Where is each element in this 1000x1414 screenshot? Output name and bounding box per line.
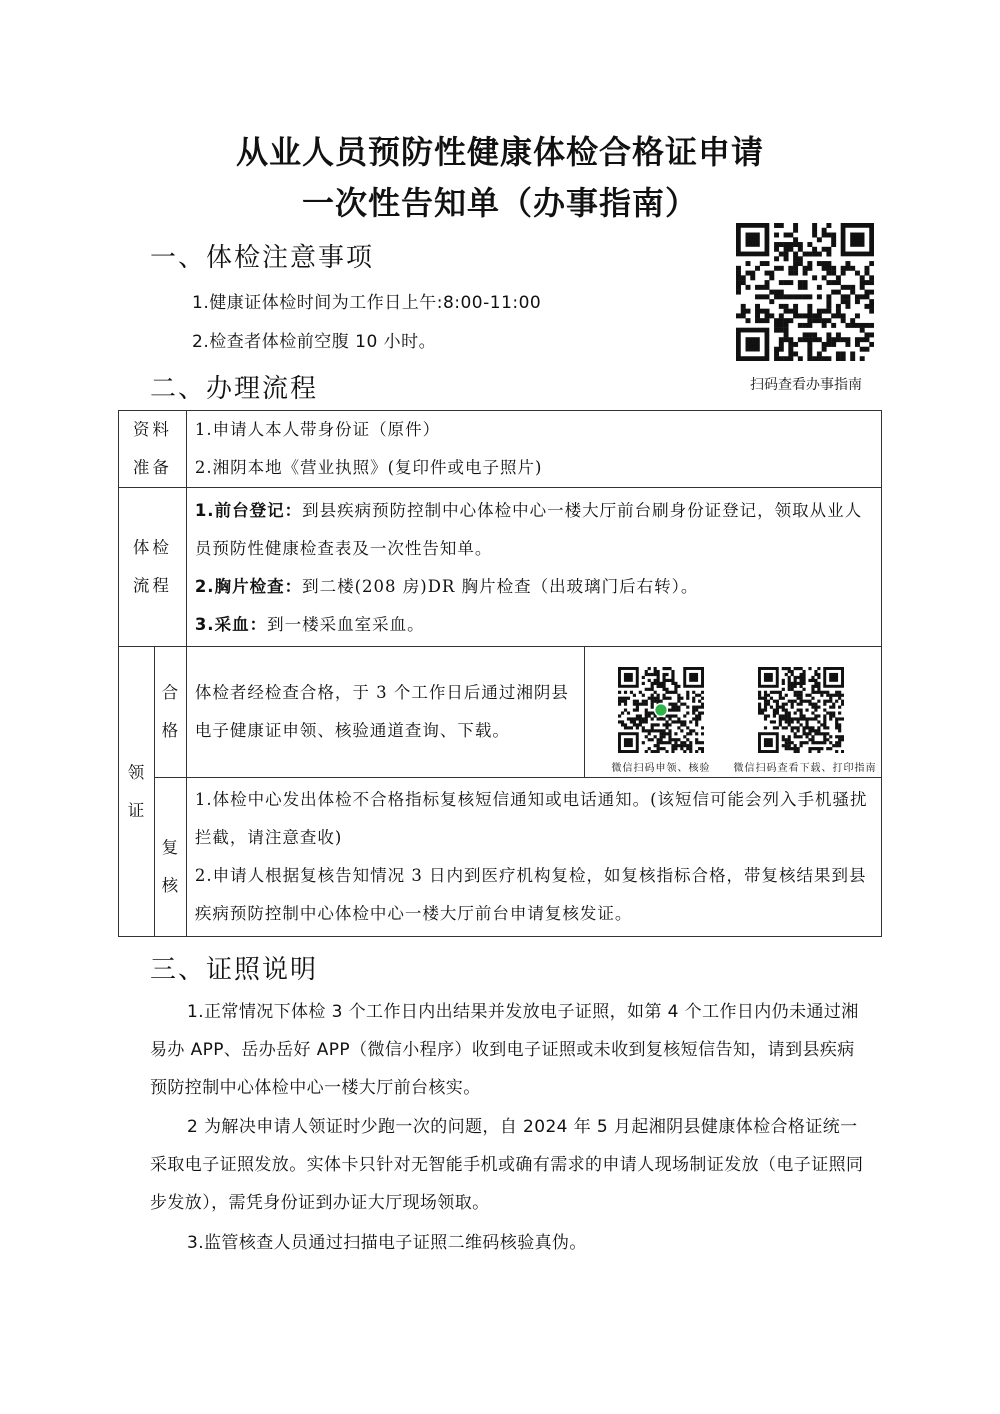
page-subtitle: 一次性告知单（办事指南） xyxy=(301,184,698,222)
process-content xyxy=(186,488,881,647)
process-step-3-title: 3.采血： xyxy=(194,615,268,634)
process-step-2 xyxy=(195,568,875,606)
section3-heading: 三、证照说明 xyxy=(150,955,319,985)
recheck-label xyxy=(154,778,186,937)
qr1-caption: 微信扫码申领、核验 xyxy=(611,763,711,774)
materials-item-1: 1.申请人本人带身份证（原件） xyxy=(194,420,441,439)
section1-item-1: 1.健康证体检时间为工作日上午:8:00-11:00 xyxy=(192,293,542,313)
materials-item-2: 2.湘阴本地《营业执照》(复印件或电子照片) xyxy=(194,458,543,477)
recheck-label-line1: 复 xyxy=(161,838,180,857)
pass-text: 体检者经检查合格，于 3 个工作日后通过湘阴县电子健康证申领、核验通道查询、下载。 xyxy=(194,683,569,740)
section3-paragraph-2: 2 为解决申请人领证时少跑一次的问题，自 2024 年 5 月起湘阴县健康体检合格证统一采取电子证照发放。实体卡只针对无智能手机或确有需求的申请人现场制证发放（电子证照同步发放），需凭身份证到办证大厅现场领取。 xyxy=(150,1117,864,1213)
process-step-1-title: 1.前台登记： xyxy=(194,501,303,520)
recheck-item-1: 1.体检中心发出体检不合格指标复核短信通知或电话通知。(该短信可能会列入手机骚扰拦截，请注意查收) xyxy=(194,790,868,847)
guide-qr-code-icon xyxy=(736,223,874,361)
materials-label-line2: 准备 xyxy=(132,458,172,477)
process-step-2-text: 到二楼(208 房)DR 胸片检查（出玻璃门后右转）。 xyxy=(302,577,699,596)
collect-label-line1: 领 xyxy=(127,762,146,782)
process-step-3 xyxy=(195,606,875,644)
pass-qr-cell xyxy=(584,647,881,778)
process-step-2-title: 2.胸片检查： xyxy=(194,577,303,596)
table-row-process xyxy=(119,488,882,647)
materials-label-line1: 资料 xyxy=(132,420,172,439)
recheck-label-line2: 核 xyxy=(161,876,180,895)
section3-paragraph-3: 3.监管核查人员通过扫描电子证照二维码核验真伪。 xyxy=(187,1233,587,1253)
section1-item-2: 2.检查者体检前空腹 10 小时。 xyxy=(192,332,437,352)
table-row-collect-pass xyxy=(119,647,882,778)
page-title: 从业人员预防性健康体检合格证申请 xyxy=(235,133,764,171)
table-row-collect-recheck xyxy=(119,778,882,937)
download-guide-qr-code-icon xyxy=(758,667,844,753)
process-step-1 xyxy=(195,492,875,568)
recheck-item-2: 2.申请人根据复核告知情况 3 日内到医疗机构复检，如复核指标合格，带复核结果到县疾病预防控制中心体检中心一楼大厅前台申请复核发证。 xyxy=(194,866,867,923)
pass-content xyxy=(186,647,584,778)
collect-label-line2: 证 xyxy=(127,800,146,820)
section2-heading: 二、办理流程 xyxy=(150,374,319,404)
process-label-line2: 流程 xyxy=(132,576,172,595)
apply-qr-code-icon xyxy=(618,667,704,753)
qr2-caption: 微信扫码查看下载、打印指南 xyxy=(733,763,877,774)
pass-label xyxy=(154,647,186,778)
section1-heading: 一、体检注意事项 xyxy=(150,243,375,273)
collect-label xyxy=(119,647,155,937)
process-label-line1: 体检 xyxy=(132,538,172,557)
process-step-3-text: 到一楼采血室采血。 xyxy=(267,615,425,634)
recheck-content xyxy=(186,778,881,937)
process-table xyxy=(118,410,882,937)
materials-content xyxy=(186,411,881,488)
pass-label-line1: 合 xyxy=(161,683,180,702)
process-step-1-text: 到县疾病预防控制中心体检中心一楼大厅前台刷身份证登记，领取从业人员预防性健康检查表及一次性告知单。 xyxy=(194,501,863,558)
table-row-materials xyxy=(119,411,882,488)
materials-label xyxy=(119,411,187,488)
section3-paragraph-1: 1.正常情况下体检 3 个工作日内出结果并发放电子证照，如第 4 个工作日内仍未通过湘易办 APP、岳办岳好 APP（微信小程序）收到电子证照或未收到复核短信告知，请到县疾病预防控制中心体检中心一楼大厅前台核实。 xyxy=(150,1002,859,1098)
pass-label-line2: 格 xyxy=(161,721,180,740)
qr-main-caption: 扫码查看办事指南 xyxy=(750,377,862,393)
process-label xyxy=(119,488,187,647)
